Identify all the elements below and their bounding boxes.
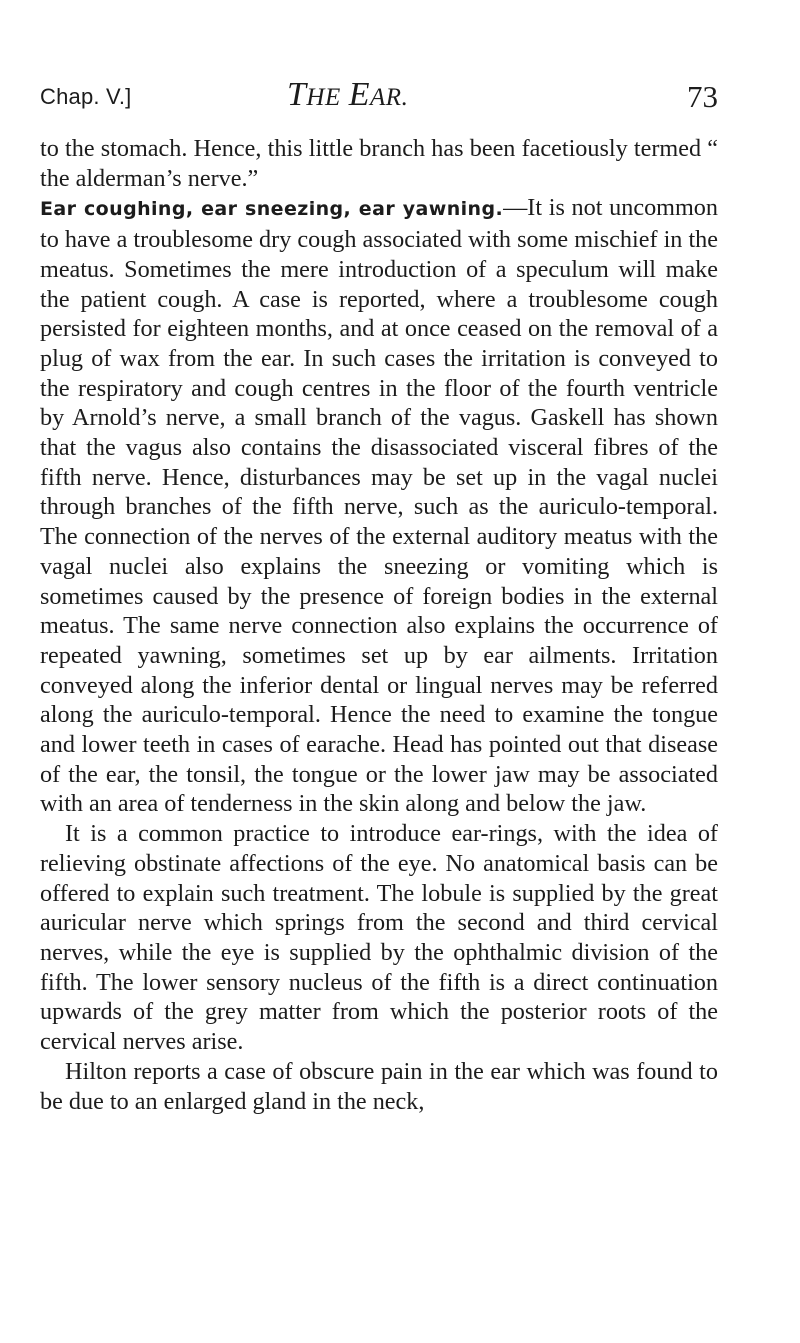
title-the-rest: HE <box>306 84 341 111</box>
title-initial-e: E <box>348 76 371 113</box>
page-number: 73 <box>687 79 718 114</box>
paragraph-continuation: to the stomach. Hence, this little branch has been facetiously termed “ the alderman’s nerve.” <box>40 135 718 192</box>
paragraph-ear-coughing <box>40 193 718 819</box>
paragraph-ear-rings: It is a common practice to introduce ear-rings, with the idea of relieving obstinate affections of the eye. No anatomical basis can be offered to explain such treatment. The lobule is supplied by the great auricular nerve which springs from the second and third cervical nerves, while the eye is supplied by the ophthalmic division of the fifth. The lower sensory nucleus of the fifth is a direct continuation upwards of the grey matter from which the posterior roots of the cervical nerves arise. <box>40 820 718 1056</box>
title-ear-rest: AR. <box>370 84 409 111</box>
title-initial-t: T <box>287 76 307 113</box>
chapter-label: Chap. V.] <box>40 84 132 109</box>
running-header <box>40 70 718 116</box>
paragraph-hilton: Hilton reports a case of obscure pain in the ear which was found to be due to an enlarged gland in the neck, <box>40 1057 718 1115</box>
body-text <box>40 134 718 1116</box>
running-title <box>287 76 408 114</box>
book-page <box>40 70 718 1116</box>
section-heading: Ear coughing, ear sneezing, ear yawning. <box>40 198 504 221</box>
paragraph-text: —It is not uncommon to have a troublesome dry cough associated with some mischief in the meatus. Sometimes the mere introduction of a speculum will make the patient cough. A case is reported, where a troublesome cough persisted for eighteen months, and at once ceased on the removal of a plug of wax from the ear. In such cases the irritation is conveyed to the respiratory and cough centres in the floor of the fourth ventricle by Arnold’s nerve, a small branch of the vagus. Gaskell has shown that the vagus also contains the disassociated visceral fibres of the fifth nerve. Hence, disturbances may be set up in the vagal nuclei through branches of the fifth nerve, such as the auriculo-temporal. The connection of the nerves of the external auditory meatus with the vagal nuclei also explains the sneezing or vomiting which is sometimes caused by the presence of foreign bodies in the external meatus. The same nerve connection also explains the occurrence of repeated yawning, sometimes set up by ear ailments. Irritation conveyed along the inferior dental or lingual nerves may be referred along the auriculo-temporal. Hence the need to examine the tongue and lower teeth in cases of earache. Head has pointed out that disease of the ear, the tonsil, the tongue or the lower jaw may be associated with an area of tenderness in the skin along and below the jaw. <box>40 194 718 818</box>
